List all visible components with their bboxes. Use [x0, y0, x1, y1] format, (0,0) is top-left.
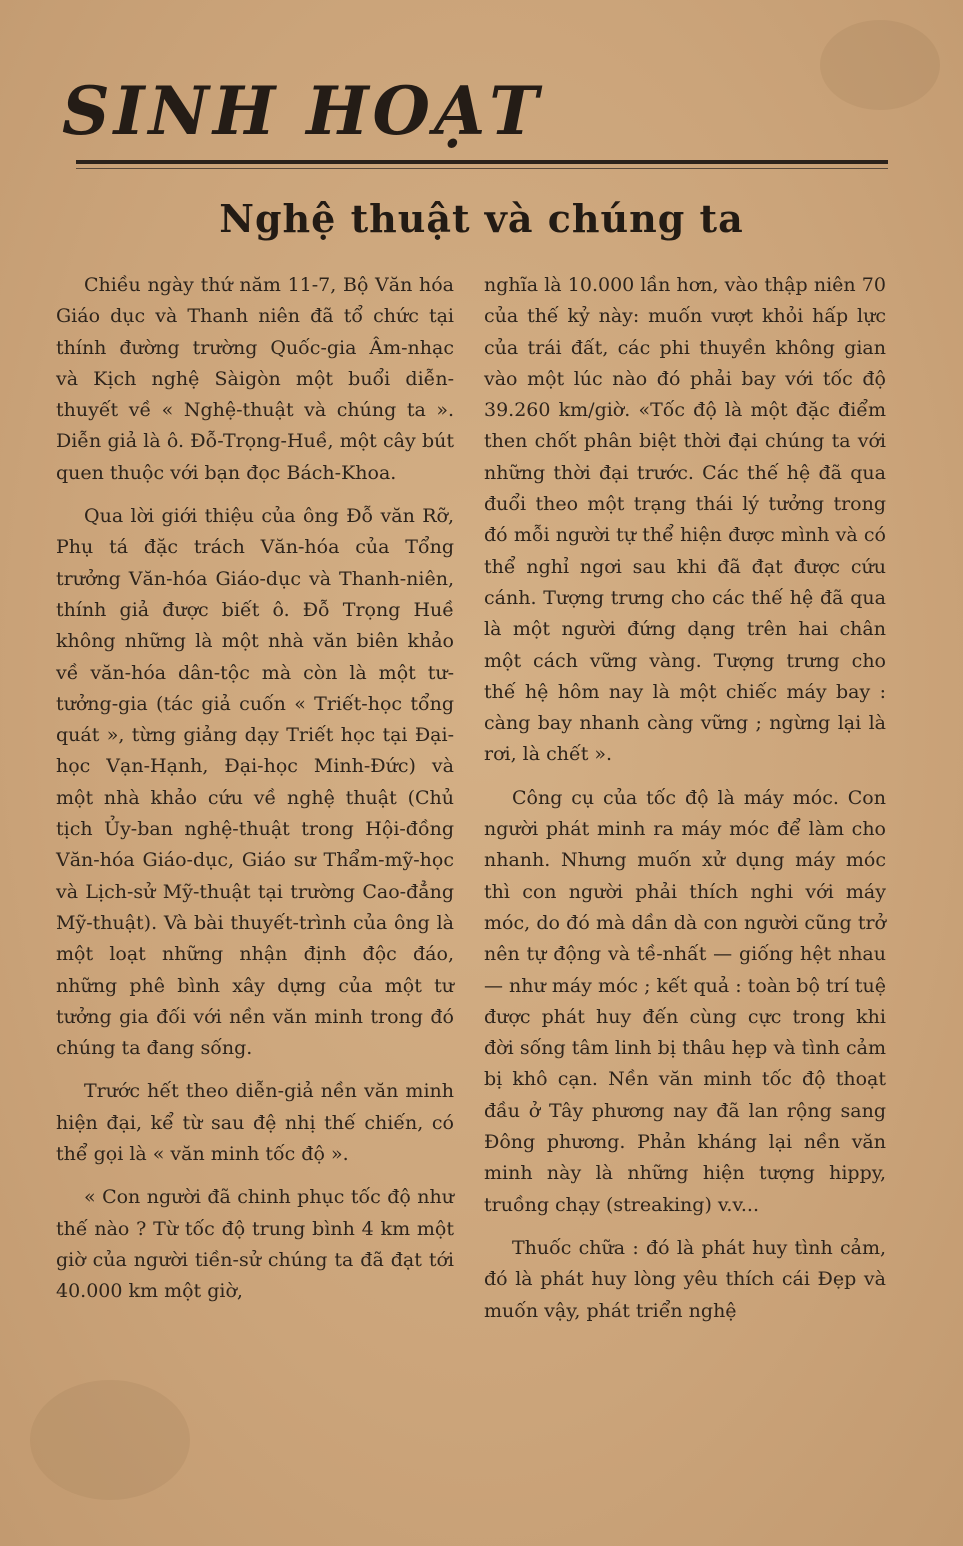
- article-title: Nghệ thuật và chúng ta: [219, 196, 744, 241]
- paragraph: Trước hết theo diễn-giả nền văn minh hiện đại, kể từ sau đệ nhị thế chiến, có thể gọi là « văn minh tốc độ ».: [56, 1080, 454, 1166]
- paragraph: Qua lời giới thiệu của ông Đỗ văn Rỡ, Phụ tá đặc trách Văn-hóa của Tổng trưởng Văn-hóa Giáo-dục và Thanh-niên, thính giả được biết ô. Đỗ Trọng Huề không những là một nhà văn biên khảo về văn-hóa dân-tộc mà còn là một tư-tưởng-gia (tác giả cuốn « Triết-học tổng quát », từng giảng dạy Triết học tại Đại-học Vạn-Hạnh, Đại-học Minh-Đức) và một nhà khảo cứu về nghệ thuật (Chủ tịch Ủy-ban nghệ-thuật trong Hội-đồng Văn-hóa Giáo-dục, Giáo sư Thẩm-mỹ-học và Lịch-sử Mỹ-thuật tại trường Cao-đẳng Mỹ-thuật). Và bài thuyết-trình của ông là một loạt những nhận định độc đáo, những phê bình xây dựng của một tư tưởng gia đối với nền văn minh trong đó chúng ta đang sống.: [56, 505, 454, 1060]
- paragraph-continuation: nghĩa là 10.000 lần hơn, vào thập niên 70 của thế kỷ này: muốn vượt khỏi hấp lực của trái đất, các phi thuyền không gian vào một lúc nào đó phải bay với tốc độ 39.260 km/giờ. «Tốc độ là một đặc điểm then chốt phân biệt thời đại chúng ta với những thời đại trước. Các thế hệ đã qua đuổi theo một trạng thái lý tưởng trong đó mỗi người tự thể hiện được mình và có thể nghỉ ngơi sau khi đã đạt được cứu cánh. Tượng trưng cho các thế hệ đã qua là một người đứng dạng trên hai chân một cách vững vàng. Tượng trưng cho thế hệ hôm nay là một chiếc máy bay : càng bay nhanh càng vững ; ngừng lại là rơi, là chết ».: [484, 274, 886, 766]
- header-rule: [76, 160, 888, 164]
- paragraph: « Con người đã chinh phục tốc độ như thế nào ? Từ tốc độ trung bình 4 km một giờ của người tiền-sử chúng ta đã đạt tới 40.000 km một giờ,: [56, 1186, 454, 1303]
- paragraph: Thuốc chữa : đó là phát huy tình cảm, đó là phát huy lòng yêu thích cái Đẹp và muốn vậy, phát triển nghệ: [484, 1236, 886, 1322]
- paragraph: Chiều ngày thứ năm 11-7, Bộ Văn hóa Giáo dục và Thanh niên đã tổ chức tại thính đường trường Quốc-gia Âm-nhạc và Kịch nghệ Sàigòn một buổi diễn-thuyết về « Nghệ-thuật và chúng ta ». Diễn giả là ô. Đỗ-Trọng-Huề, một cây bút quen thuộc với bạn đọc Bách-Khoa.: [56, 274, 454, 484]
- section-title: SINH HOẠT: [62, 72, 543, 150]
- left-column: [56, 270, 454, 1320]
- right-column: [484, 270, 886, 1339]
- paragraph: Công cụ của tốc độ là máy móc. Con người phát minh ra máy móc để làm cho nhanh. Nhưng muốn xử dụng máy móc thì con người phải thích nghi với máy móc, do đó mà dần dà con người cũng trở nên tự động và tề-nhất — giống hệt nhau— như máy móc ; kết quả : toàn bộ trí tuệ được phát huy đến cùng cực trong khi đời sống tâm linh bị thâu hẹp và tình cảm bị khô cạn. Nền văn minh tốc độ thoạt đầu ở Tây phương nay đã lan rộng sang Đông phương. Phản kháng lại nền văn minh này là những hiện tượng hippy, truồng chạy (streaking) v.v...: [484, 786, 886, 1216]
- paper-stain: [820, 20, 940, 110]
- header-rule-thin: [76, 168, 888, 169]
- paper-stain: [30, 1380, 190, 1500]
